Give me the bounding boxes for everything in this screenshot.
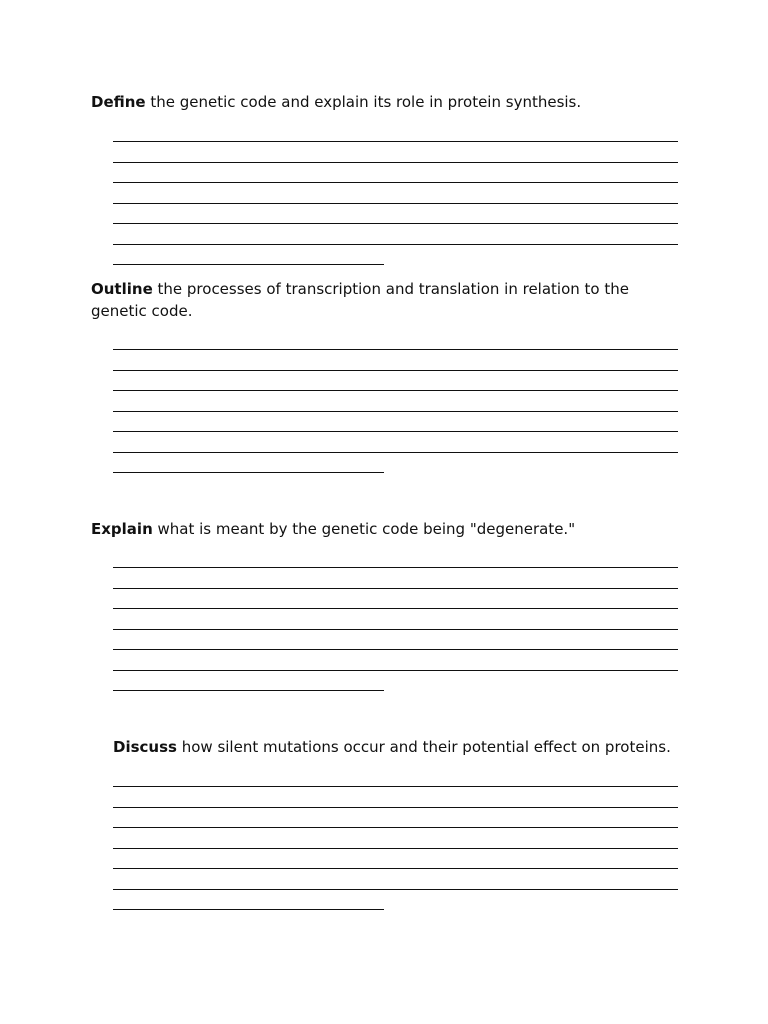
question-3-keyword: Explain bbox=[91, 520, 153, 538]
answer-line[interactable] bbox=[113, 431, 678, 432]
answer-line[interactable] bbox=[113, 588, 678, 589]
answer-line[interactable] bbox=[113, 452, 678, 453]
answer-line[interactable] bbox=[113, 649, 678, 650]
answer-line[interactable] bbox=[113, 786, 678, 787]
question-4-keyword: Discuss bbox=[113, 738, 177, 756]
answer-line[interactable] bbox=[113, 889, 678, 890]
answer-line[interactable] bbox=[113, 182, 678, 183]
question-3 bbox=[91, 518, 691, 540]
answer-line[interactable] bbox=[113, 203, 678, 204]
answer-line[interactable] bbox=[113, 264, 384, 265]
answer-line[interactable] bbox=[113, 670, 678, 671]
question-1-text: the genetic code and explain its role in protein synthesis. bbox=[145, 93, 582, 111]
answer-line[interactable] bbox=[113, 567, 678, 568]
answer-line[interactable] bbox=[113, 827, 678, 828]
answer-line[interactable] bbox=[113, 370, 678, 371]
answer-line[interactable] bbox=[113, 472, 384, 473]
answer-line[interactable] bbox=[113, 411, 678, 412]
question-1 bbox=[91, 91, 691, 113]
answer-line[interactable] bbox=[113, 390, 678, 391]
answer-line[interactable] bbox=[113, 807, 678, 808]
answer-line[interactable] bbox=[113, 162, 678, 163]
answer-line[interactable] bbox=[113, 690, 384, 691]
answer-line[interactable] bbox=[113, 848, 678, 849]
answer-line[interactable] bbox=[113, 629, 678, 630]
question-1-keyword: Define bbox=[91, 93, 146, 111]
answer-line[interactable] bbox=[113, 349, 678, 350]
question-3-text: what is meant by the genetic code being "degenerate." bbox=[152, 520, 576, 538]
question-4-text: how silent mutations occur and their potential effect on proteins. bbox=[176, 738, 671, 756]
answer-line[interactable] bbox=[113, 223, 678, 224]
answer-line[interactable] bbox=[113, 909, 384, 910]
answer-line[interactable] bbox=[113, 868, 678, 869]
answer-line[interactable] bbox=[113, 244, 678, 245]
question-2 bbox=[91, 278, 651, 322]
question-2-text: the processes of transcription and translation in relation to the genetic code. bbox=[91, 280, 629, 320]
answer-line[interactable] bbox=[113, 608, 678, 609]
question-2-keyword: Outline bbox=[91, 280, 153, 298]
answer-line[interactable] bbox=[113, 141, 678, 142]
question-4 bbox=[113, 736, 713, 758]
